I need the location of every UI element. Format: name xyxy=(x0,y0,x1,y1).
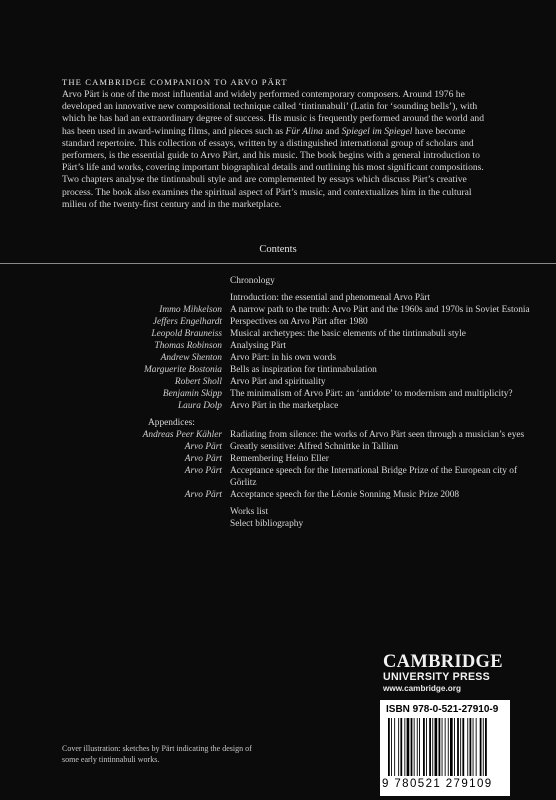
publisher-subname: UNIVERSITY PRESS xyxy=(383,671,491,683)
chapter-author: Andrew Shenton xyxy=(160,353,222,363)
toc-item-works-list: Works list xyxy=(230,507,269,517)
work-title-spiegel: Spiegel im Spiegel xyxy=(341,125,413,137)
toc-item-introduction: Introduction: the essential and phenomenal Arvo Pärt xyxy=(230,293,430,303)
toc-chapter xyxy=(0,340,556,352)
toc-chapter xyxy=(0,388,556,400)
chapter-title: The minimalism of Arvo Pärt: an ‘antidote’ to modernism and multiplicity? xyxy=(230,389,513,399)
appendix-title: Remembering Heino Eller xyxy=(230,454,329,464)
toc-appendix xyxy=(0,453,556,465)
chapter-title: Perspectives on Arvo Pärt after 1980 xyxy=(230,317,368,327)
appendix-author: Arvo Pärt xyxy=(184,490,222,500)
chapter-title: Analysing Pärt xyxy=(230,341,286,351)
publisher-logo xyxy=(383,653,503,694)
chapter-author: Benjamin Skipp xyxy=(162,389,222,399)
contents-heading: Contents xyxy=(259,244,297,255)
appendix-title: Acceptance speech for the International Bridge Prize of the European city of Görlitz xyxy=(230,466,518,488)
toc-appendix xyxy=(0,489,556,501)
toc-chapter xyxy=(0,304,556,316)
chapter-title: Bells as inspiration for tintinnabulation xyxy=(230,365,377,375)
chapter-title: A narrow path to the truth: Arvo Pärt and the 1960s and 1970s in Soviet Estonia xyxy=(230,305,530,315)
divider xyxy=(0,263,556,264)
toc-chapter xyxy=(0,364,556,376)
barcode-icon xyxy=(386,718,504,778)
appendix-title: Acceptance speech for the Léonie Sonning Music Prize 2008 xyxy=(230,490,460,500)
chapter-author: Robert Sholl xyxy=(174,377,222,387)
appendix-author: Arvo Pärt xyxy=(184,466,222,476)
chapter-title: Arvo Pärt: in his own words xyxy=(230,353,336,363)
series-title: THE CAMBRIDGE COMPANION TO ARVO PÄRT xyxy=(62,77,288,87)
toc-appendix xyxy=(0,429,556,441)
isbn-barcode xyxy=(380,700,510,796)
toc-chapter xyxy=(0,316,556,328)
toc-appendix xyxy=(0,441,556,453)
chapter-author: Laura Dolp xyxy=(177,401,222,411)
toc-appendix xyxy=(0,465,556,489)
cover-caption: Cover illustration: sketches by Pärt indicating the design of some early tintinnabuli works. xyxy=(62,744,252,764)
chapter-author: Thomas Robinson xyxy=(154,341,222,351)
toc-chapter xyxy=(0,376,556,388)
publisher-name: CAMBRIDGE xyxy=(383,652,503,672)
toc-chapter xyxy=(0,400,556,412)
book-description: Arvo Pärt is one of the most influential and widely performed contemporary composers. Around 1976 he developed an innovative new compositional technique called ‘tintinnabuli’ (Latin for ‘sounding bells’), with which he has had an extraordinary degree of success. His music is frequently performed around the world and has been used in award-winning films, and pieces such as Für Alina and Spiegel im Spiegel have become standard repertoire. This collection of essays, written by a distinguished international group of scholars and performers, is the essential guide to Arvo Pärt, and his music. The book begins with a general introduction to Pärt’s life and works, covering important biographical details and outlining his most significant compositions. Two chapters analyse the tintinnabuli style and are complemented by essays which discuss Pärt’s creative process. The book also examines the spiritual aspect of Pärt’s music, and contextualizes him in the cultural milieu of the twenty-first century and in the marketplace. xyxy=(62,89,484,210)
appendix-author: Arvo Pärt xyxy=(184,442,222,452)
chapter-author: Jeffers Engelhardt xyxy=(152,317,222,327)
toc-item-bibliography: Select bibliography xyxy=(230,519,304,529)
chapter-title: Arvo Pärt and spirituality xyxy=(230,377,326,387)
isbn-digits: 9 780521 279109 xyxy=(382,778,493,790)
appendix-author: Arvo Pärt xyxy=(184,454,222,464)
chapter-author: Leopold Brauneiss xyxy=(151,329,222,339)
appendix-author: Andreas Peer Kähler xyxy=(142,430,222,440)
chapter-author: Immo Mihkelson xyxy=(159,305,222,315)
toc-chapter xyxy=(0,328,556,340)
appendix-title: Greatly sensitive: Alfred Schnittke in Tallinn xyxy=(230,442,399,452)
table-of-contents xyxy=(0,275,556,530)
chapter-title: Musical archetypes: the basic elements of the tintinnabuli style xyxy=(230,329,466,339)
publisher-url: www.cambridge.org xyxy=(383,684,461,693)
appendix-title: Radiating from silence: the works of Arvo Pärt seen through a musician’s eyes xyxy=(230,430,525,440)
work-title-fur-alina: Für Alina xyxy=(285,125,323,137)
isbn-label: ISBN 978-0-521-27910-9 xyxy=(386,704,499,715)
chapter-author: Marguerite Bostonia xyxy=(143,365,222,375)
chapter-title: Arvo Pärt in the marketplace xyxy=(230,401,339,411)
toc-item-chronology: Chronology xyxy=(230,276,275,286)
toc-appendices-label: Appendices: xyxy=(148,418,195,428)
toc-chapter xyxy=(0,352,556,364)
